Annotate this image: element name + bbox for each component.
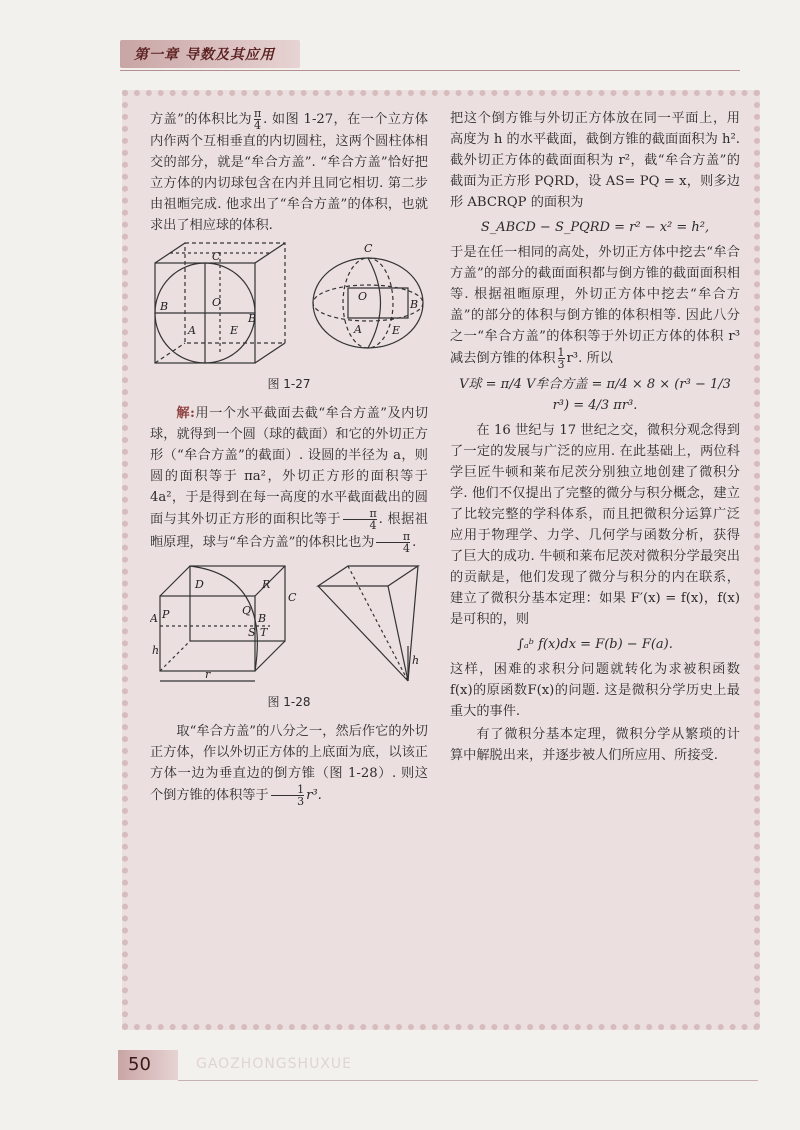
solution-label: 解: <box>176 406 195 421</box>
label: Q <box>242 604 252 617</box>
page-number: 50 <box>128 1054 151 1075</box>
right-column <box>450 108 740 768</box>
label: A <box>354 323 362 336</box>
label: B <box>410 298 419 311</box>
header-divider <box>120 70 740 71</box>
fraction: $\frac{\pi}{4}$ <box>343 508 377 531</box>
label: B <box>258 612 267 625</box>
label: C <box>288 591 297 604</box>
figure-1-27 <box>150 238 428 368</box>
right-paragraph-4: 这样，困难的求积分问题就转化为求被积函数 f(x)的原函数F(x)的问题. 这是微积分学历史上最重大的事件. <box>450 662 740 719</box>
right-paragraph-2: 于是在任一相同的高处，外切正方体中挖去“牟合方盖”的部分的截面面积都与倒方锥的截面面积相等. 根据祖暅原理，外切正方体中挖去“牟合方盖”的部分的体积与倒方锥的体积相等. 因此八分之一“牟合方盖”的体积等于外切正方体的体积 r³ 减去倒方锥的体积 $\frac{1}{3}$ r³. 所以 <box>450 245 740 371</box>
label: A <box>188 324 196 337</box>
left-paragraph-1: 方盖”的体积比为 $\frac{\pi}{4}$ . 如图 1-27，在一个立方体内作两个互相垂直的内切圆柱，这两个圆柱体相交的部分，就是“牟合方盖”. “牟合方盖”恰好把立方体的内切球包含在内并且同它相切. 第二步由祖暅完成. 他求出了“牟合方盖”的体积，也就求出了相应球的体积. <box>150 107 429 233</box>
eighth-mouhe-diagram <box>150 556 300 686</box>
equation-fundamental-theorem: ∫ₐᵇ f(x)dx = F(b) − F(a). <box>517 637 673 652</box>
chapter-header <box>120 40 300 68</box>
figure-caption: 图 1-28 <box>267 695 311 709</box>
label: T <box>260 626 268 639</box>
label: P <box>162 608 170 621</box>
label: D <box>195 578 204 591</box>
left-paragraph-3: 取“牟合方盖”的八分之一，然后作它的外切正方体，作以外切正方体的上底面为底，以该正方体一边为垂直边的倒方锥（图 1-28）. 则这个倒方锥的体积等于 $\frac{1}{3}$ r³. <box>150 724 428 808</box>
fraction: $\frac{1}{3}$ <box>557 346 565 371</box>
solution-paragraph: 解:用一个水平截面去截“牟合方盖”及内切球，就得到一个圆（球的截面）和它的外切正方形（“牟合方盖”的截面）. 设圆的半径为 a，则圆的面积等于 πa²，外切正方形的面积等于 4a²，于是得到在每一高度的水平截面截出的圆面与其外切正方形的面积比等于 $\frac{\pi}{4}$ . 根据祖暅原理，球与“牟合方盖”的体积比也为 $\frac{\pi}{4}$ . <box>150 406 429 555</box>
equation-volume: V球 = π/4 V牟合方盖 = π/4 × 8 × (r³ − 1/3 r³) = 4/3 πr³. <box>459 377 731 413</box>
inverted-pyramid-diagram <box>308 556 428 686</box>
label: O <box>358 290 368 303</box>
mouhefanggai-diagram <box>308 238 428 368</box>
fraction: $\frac{\pi}{4}$ <box>376 531 410 554</box>
label: h <box>412 654 420 667</box>
label: O <box>212 296 222 309</box>
cube-cylinders-diagram <box>150 238 300 368</box>
left-column <box>150 108 428 809</box>
footer-brand: GAOZHONGSHUXUE <box>196 1056 353 1072</box>
fraction: $\frac{1}{3}$ <box>271 784 304 807</box>
label: h <box>152 644 160 657</box>
figure-1-28 <box>150 556 428 686</box>
right-paragraph-3: 在 16 世纪与 17 世纪之交，微积分观念得到了一定的发展与广泛的应用. 在此基础上，两位科学巨匠牛顿和莱布尼茨分别独立地创建了微积分学. 他们不仅提出了完整的微分与积分概念，建立了比较完整的学科体系，而且把微积分运算广泛应用于物理学、力学、几何学与函数分析，获得了巨大的成功. 牛顿和莱布尼茨对微积分学最突出的贡献是，他们发现了微分与积分的内在联系，建立了微积分基本定理：如果 F′(x) = f(x)，f(x)是可积的，则 <box>450 423 740 627</box>
footer-divider <box>178 1080 758 1081</box>
figure-caption: 图 1-27 <box>267 377 311 391</box>
fraction: $\frac{\pi}{4}$ <box>253 107 262 132</box>
label: S <box>248 626 256 639</box>
label: C <box>212 250 221 263</box>
right-paragraph-5: 有了微积分基本定理，微积分学从繁琐的计算中解脱出来，并逐步被人们所应用、所接受. <box>450 727 740 763</box>
label: E <box>392 324 401 337</box>
equation-area: S_ABCD − S_PQRD = r² − x² = h², <box>480 220 710 235</box>
label: E <box>230 324 239 337</box>
chapter-title: 第一章 导数及其应用 <box>134 47 275 63</box>
page-number-badge <box>118 1050 178 1080</box>
label: C <box>364 242 373 255</box>
right-paragraph-1: 把这个倒方锥与外切正方体放在同一平面上，用高度为 h 的水平截面，截倒方锥的截面面积为 h². 截外切正方体的截面面积为 r²，截“牟合方盖”的截面为正方形 PQRD，设 AS= PQ = x，则多边形 ABCRQP 的面积为 <box>450 111 740 210</box>
label: B <box>160 300 169 313</box>
label: R <box>262 578 271 591</box>
label: A <box>150 612 158 625</box>
label: r <box>205 668 211 681</box>
label: B <box>248 312 257 325</box>
